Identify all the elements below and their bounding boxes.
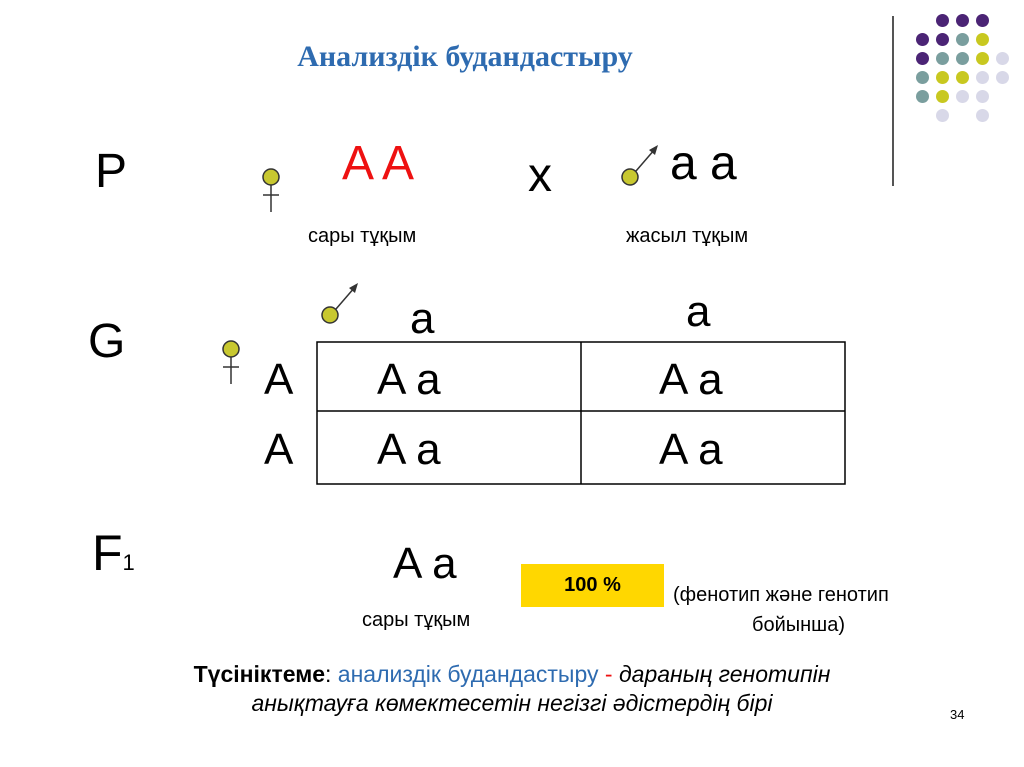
decorative-dot [916, 33, 929, 46]
decorative-dot [976, 33, 989, 46]
decorative-dot [976, 52, 989, 65]
female-symbol-icon [218, 338, 244, 388]
punnett-cell: A a [659, 355, 723, 404]
g-row-label: G [88, 315, 126, 368]
decorative-dot [976, 71, 989, 84]
decorative-dot [956, 71, 969, 84]
male-gamete: a [410, 294, 435, 343]
male-gamete: a [686, 287, 711, 336]
decorative-dot [916, 90, 929, 103]
decorative-dot [916, 52, 929, 65]
male-genotype: a a [670, 137, 737, 190]
page-number: 34 [950, 707, 965, 722]
cross-symbol: x [528, 149, 552, 202]
f1-row-label: F1 [92, 525, 135, 581]
male-symbol-icon [318, 280, 362, 330]
offspring-description: сары тұқым [362, 609, 471, 631]
female-description: сары тұқым [308, 225, 417, 247]
decorative-dot [956, 90, 969, 103]
female-symbol-icon [258, 166, 284, 216]
male-description: жасыл тұқым [626, 225, 749, 247]
p-row-label: P [95, 145, 128, 198]
decorative-dot [916, 71, 929, 84]
offspring-note: бойынша) [752, 614, 845, 636]
percent-badge: 100 % [521, 564, 664, 607]
page-title: Анализдік будандастыру [297, 40, 633, 73]
female-gamete: A [264, 425, 294, 474]
explanation-text: дараның генотипін [618, 661, 831, 687]
explanation-term: анализдік будандастыру [337, 661, 599, 687]
explanation-label: Түсініктеме [193, 661, 325, 687]
punnett-cell: A a [659, 425, 723, 474]
decorative-dot [976, 14, 989, 27]
decorative-dot [936, 14, 949, 27]
decorative-dot [936, 33, 949, 46]
explanation: Түсініктеме: анализдік будандастыру - дараның генотипін анықтауға көмектесетін негізгі әдістердің бірі [193, 661, 831, 716]
decorative-dot [996, 52, 1009, 65]
decorative-dot [936, 109, 949, 122]
divider-line [892, 16, 894, 186]
decorative-dot [936, 71, 949, 84]
punnett-cell: A a [377, 355, 441, 404]
punnett-cell: A a [377, 425, 441, 474]
decorative-dot [976, 109, 989, 122]
offspring-note: (фенотип және генотип [673, 584, 889, 606]
decorative-dot [956, 14, 969, 27]
decorative-dot [936, 52, 949, 65]
female-gamete: A [264, 355, 294, 404]
decorative-dot [996, 71, 1009, 84]
male-symbol-icon [618, 142, 662, 192]
offspring-genotype: A a [393, 539, 457, 588]
female-genotype: A A [342, 137, 415, 190]
decorative-dot [956, 33, 969, 46]
decorative-dot [936, 90, 949, 103]
decorative-dot [956, 52, 969, 65]
decorative-dot [976, 90, 989, 103]
explanation-text: анықтауға көмектесетін негізгі әдістердің бірі [251, 690, 773, 716]
